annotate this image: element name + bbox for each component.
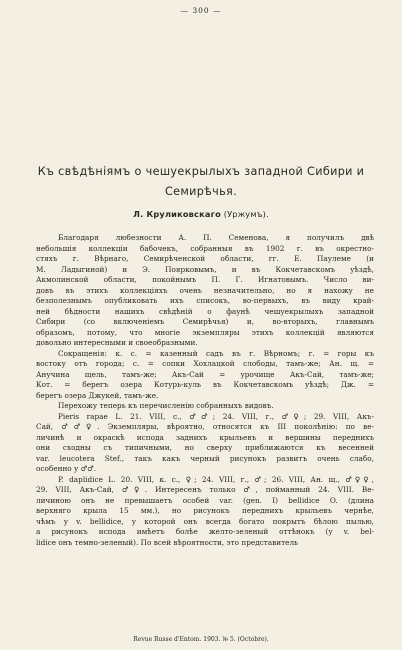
body-line: востоку отъ города; с. = сопки Хохлацкой слободы, тамъ-же; Ан. щ. = (36, 359, 374, 368)
body-line: довъ въ этихъ коллекціяхъ очень незначительно, но я нахожу не (36, 285, 374, 295)
body-line: Благодаря любезности А. П. Семенова, я получилъ двѣ (58, 233, 374, 242)
body-line: личиною онъ не превышаетъ особей var. (gen. I) bellidice O. (длина (36, 495, 374, 505)
body-line: 29. VIII, Акъ-Сай, ♂♀. Интересенъ только ♂, пойманный 24. VIII. Ве- (36, 485, 374, 494)
page-number: — 300 — (180, 6, 222, 15)
body-line: Кот. = берегъ озера Котурь-куль въ Кокчетавскомъ уѣздѣ; Дж. = (36, 380, 374, 389)
body-line: стяхъ г. Вѣрнаго, Семирѣченской области, гг. Е. Паулеме (и (36, 254, 374, 263)
title-line-1: Къ свѣдѣніямъ о чешуекрылыхъ западной Сибири и (37, 165, 365, 178)
body-line: Сибири (со включеніемъ Семирѣчья) и, во-вторыхъ, главнымъ (36, 317, 374, 326)
body-line: Сай, ♂♂♀. Экземпляры, вѣроятно, относятся къ III поколѣнію: по ве- (36, 422, 374, 431)
author-line (0, 209, 402, 219)
body-line: верхняго крыла 15 мм.), но рисунокъ переднихъ крыльевъ чернѣе, (36, 506, 374, 515)
body-line: небольшія коллекціи бабочекъ, собранныя въ 1902 г. въ окрестно- (36, 243, 374, 253)
body-line: Сокращенія: к. с. = казенный садъ въ г. Вѣрномъ; г. = горы къ (58, 348, 374, 358)
body-line: берегъ озера Джукей, тамъ-же. (36, 390, 159, 400)
body-line: М. Ладыгиной) и Э. Поярковымъ, и въ Кокчетавскомъ уѣздѣ, (36, 264, 374, 274)
author-place: (Уржумъ). (223, 209, 269, 219)
body-line: Акмолинской области, покойнымъ П. Г. Игнатовымъ. Число ви- (36, 275, 374, 284)
body-line: а рисунокъ испода имѣетъ болѣе желто-зеленый оттѣнокъ (у v. bel- (36, 527, 374, 536)
body-line: P. daplidice L. 20. VIII, к. с., ♀; 24. VIII, г., ♂; 26. VIII, Ан. щ., ♂♀♀, (58, 474, 374, 484)
journal-footer: Revue Russe d'Entom. 1903. № 5. (Octobre). (133, 636, 269, 643)
body-line: Pieris rapae L. 21. VIII, с., ♂♂; 24. VIII, г., ♂♀; 29. VIII, Акъ- (58, 411, 374, 421)
body-line: личинѣ и окраскѣ испода заднихъ крыльевъ и вершины переднихъ (36, 432, 374, 442)
body-line: они сходны съ типичными, но сверху приближаются къ весенней (36, 443, 374, 452)
article-title (30, 162, 372, 202)
body-line: ней бѣдности нашихъ свѣдѣній о фаунѣ чешуекрылыхъ западной (36, 306, 374, 316)
body-line: var. leucotera Stef., такъ какъ черный рисунокъ развитъ очень слабо, (36, 453, 374, 463)
body-line: чѣмъ у v. bellidice, у которой онъ всегда богато покрытъ бѣлою пылью, (36, 516, 374, 526)
author-name: Л. Круликовскаго (133, 209, 221, 219)
body-line: lidice онъ темно-зеленый). По всей вѣроятности, это представитель (36, 537, 299, 547)
body-line: особенно у ♂♂. (36, 464, 97, 473)
body-line: образомъ, потому, что многіе экземпляры этихъ коллекцій являются (36, 327, 374, 337)
body-line: довольно интересными и своеобразными. (36, 338, 198, 347)
body-line: Анучина щель, тамъ-же; Акъ-Сай = урочище Акъ-Сай, тамъ-же; (36, 369, 374, 379)
body-line: Перехожу теперь къ перечисленію собранныхъ видовъ. (58, 401, 274, 410)
article-body (36, 233, 374, 548)
body-line: безполезнымъ опубликовать ихъ списокъ, во-первыхъ, въ виду край- (36, 296, 374, 305)
title-line-2: Семирѣчья. (164, 185, 237, 198)
